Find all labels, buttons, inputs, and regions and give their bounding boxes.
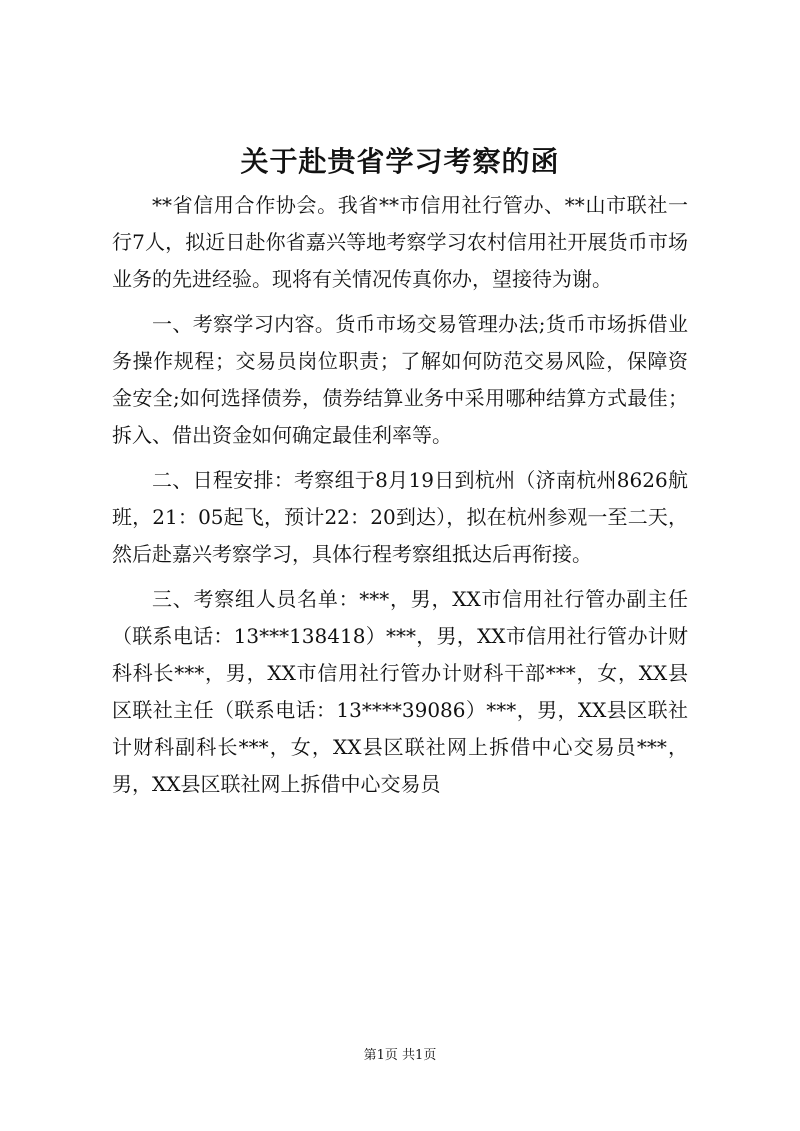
document-body (112, 187, 688, 811)
paragraph-member-list: 三、考察组人员名单：***，男，XX市信用社行管办副主任（联系电话：13***138418）***，男，XX市信用社行管办计财科科长***，男，XX市信用社行管办计财科干部***，女，XX县区联社主任（联系电话：13****39086）***，男，XX县区联社计财科副科长***，女，XX县区联社网上拆借中心交易员***，男，XX县区联社网上拆借中心交易员 (112, 587, 688, 796)
page-footer: 第1页 共1页 (363, 1048, 437, 1063)
paragraph-study-content: 一、考察学习内容。货币市场交易管理办法;货币市场拆借业务操作规程；交易员岗位职责；了解如何防范交易风险，保障资金安全;如何选择债券，债券结算业务中采用哪种结算方式最佳；拆入、借出资金如何确定最佳利率等。 (112, 312, 688, 447)
paragraph-schedule: 二、日程安排：考察组于8月19日到杭州（济南杭州8626航班，21：05起飞，预计22：20到达），拟在杭州参观一至二天，然后赴嘉兴考察学习，具体行程考察组抵达后再衔接。 (112, 468, 688, 566)
paragraph-intro: **省信用合作协会。我省**市信用社行管办、**山市联社一行7人，拟近日赴你省嘉兴等地考察学习农村信用社开展货币市场业务的先进经验。现将有关情况传真你办，望接待为谢。 (112, 193, 688, 291)
document-title: 关于赴贵省学习考察的函 (240, 145, 560, 178)
